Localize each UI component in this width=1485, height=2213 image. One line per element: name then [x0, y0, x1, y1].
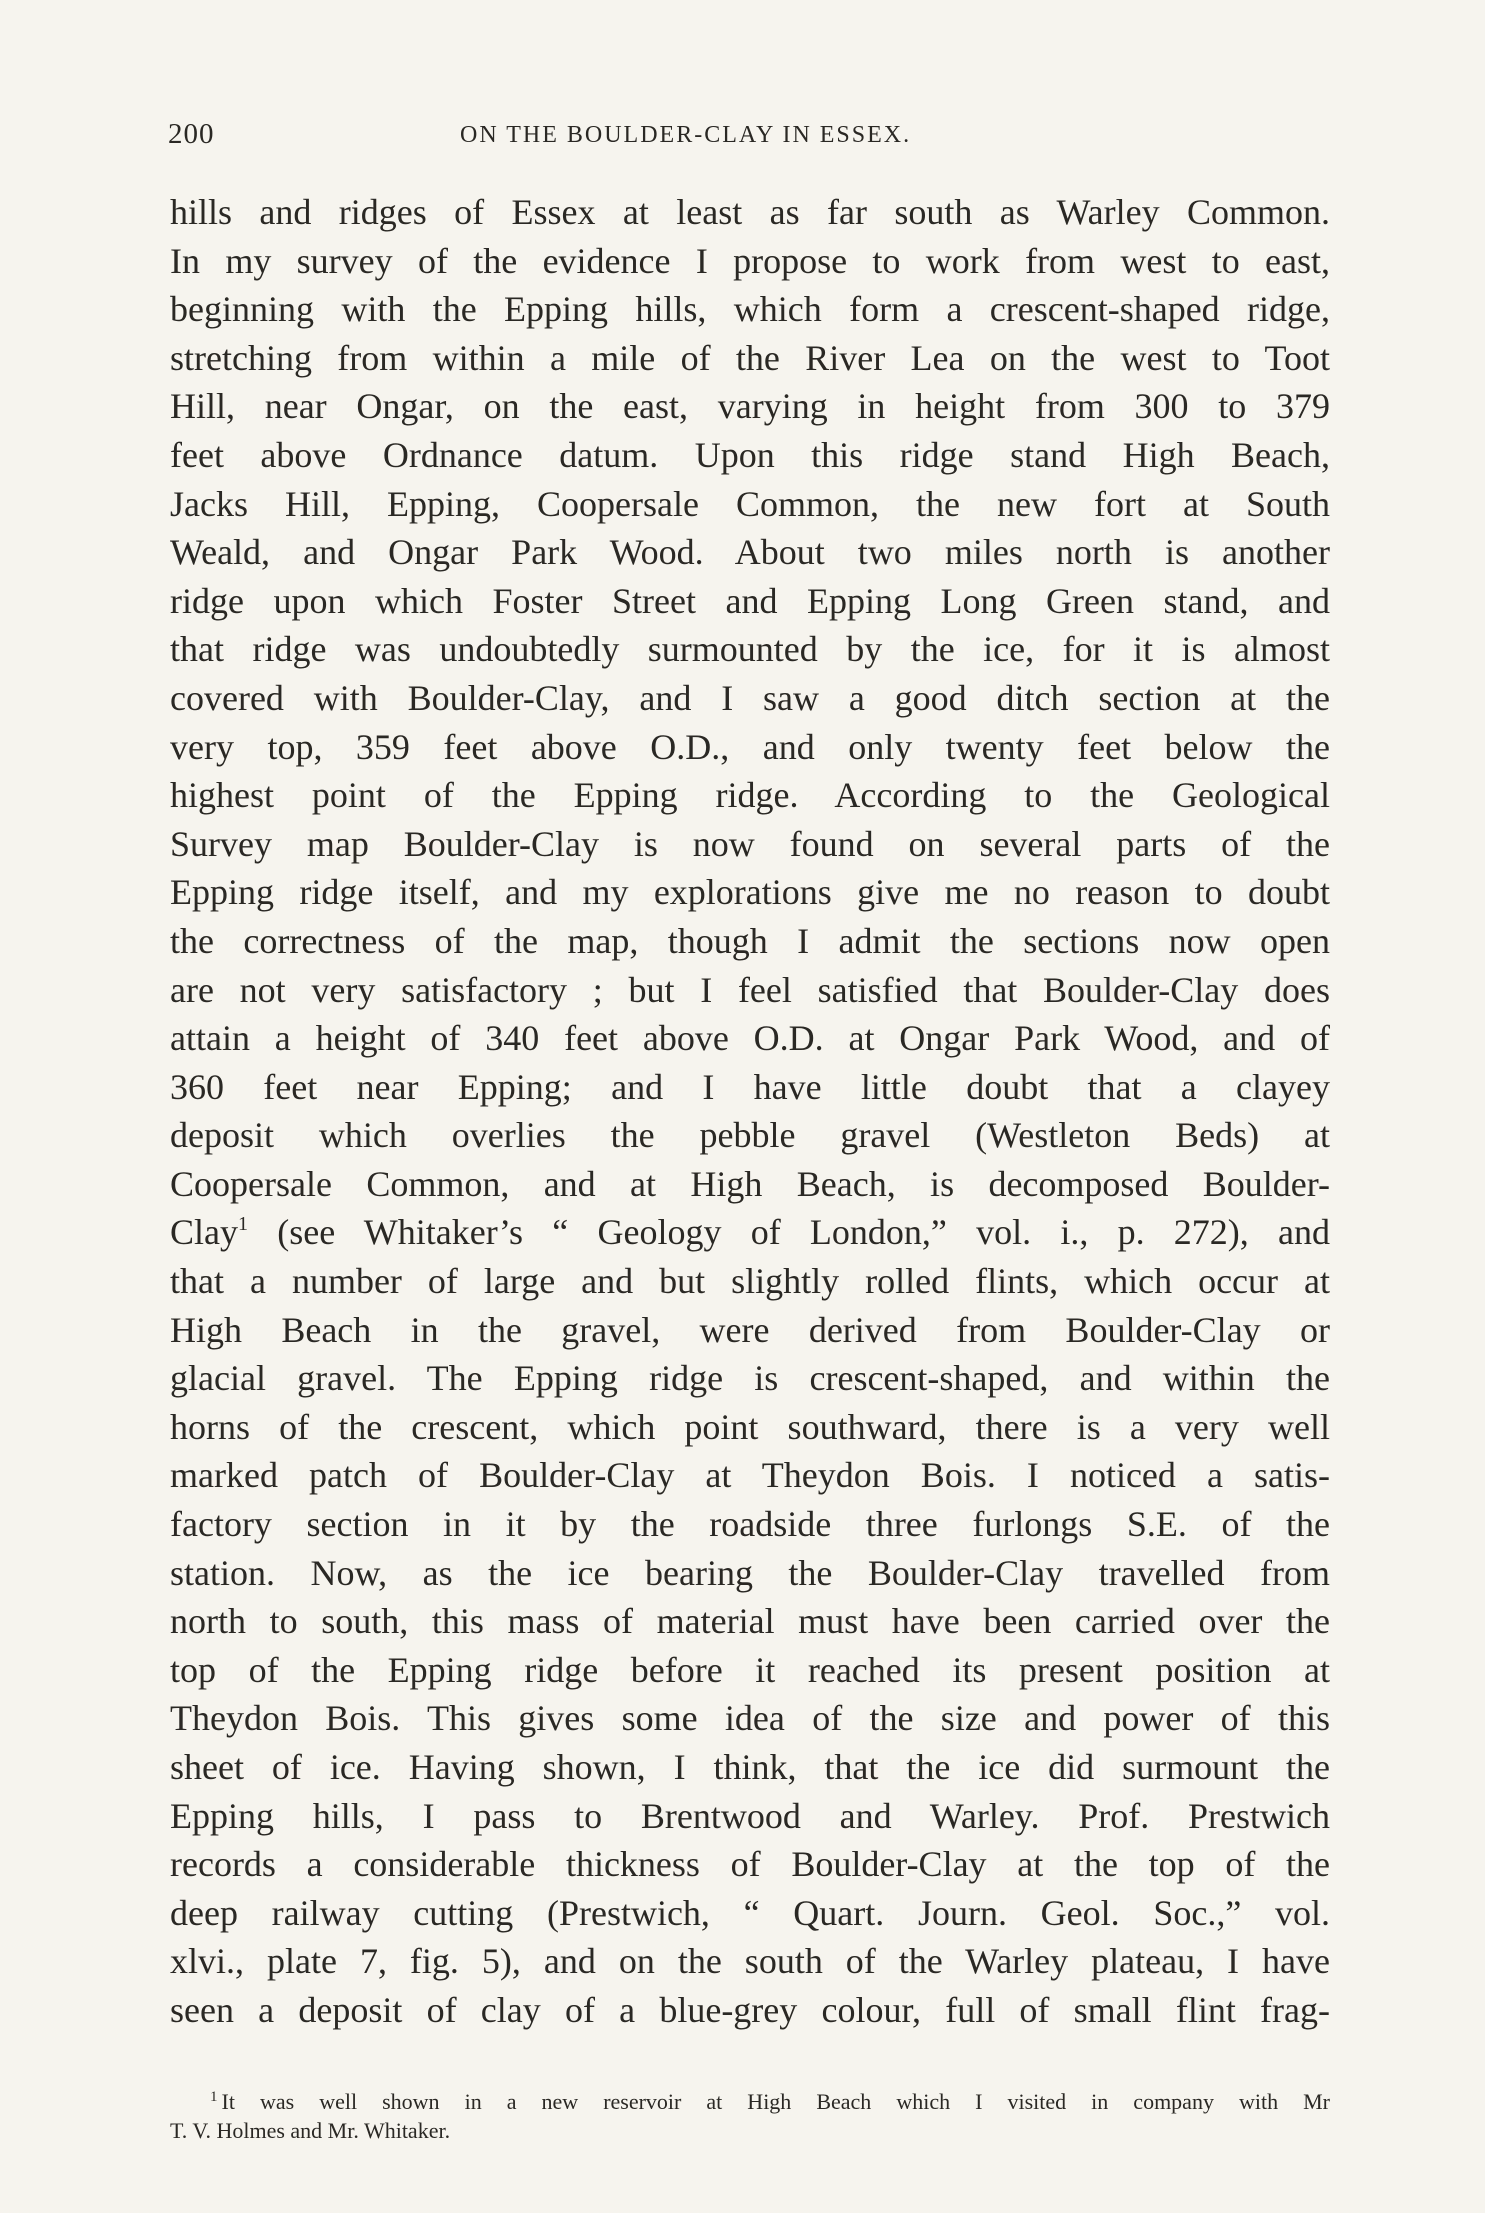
footnote-line: T. V. Holmes and Mr. Whitaker.: [170, 2118, 451, 2143]
footnote-line: [170, 2087, 1330, 2116]
text-line: top of the Epping ridge before it reached its present position at: [170, 1649, 1330, 1690]
text-line: are not very satisfactory ; but I feel satisfied that Boulder-Clay does: [170, 969, 1330, 1010]
text-line: glacial gravel. The Epping ridge is crescent-shaped, and within the: [170, 1358, 1330, 1399]
text-line: deep railway cutting (Prestwich, “ Quart. Journ. Geol. Soc.,” vol.: [170, 1892, 1330, 1933]
text-line: stretching from within a mile of the River Lea on the west to Toot: [170, 337, 1330, 378]
text-line: the correctness of the map, though I admit the sections now open: [170, 920, 1330, 961]
running-title: ON THE BOULDER-CLAY IN ESSEX.: [460, 122, 912, 148]
footnote-reference[interactable]: 1: [238, 1213, 248, 1236]
footnote-text: It was well shown in a new reservoir at High Beach which I visited in company with Mr: [221, 2089, 1330, 2114]
text-line: High Beach in the gravel, were derived from Boulder-Clay or: [170, 1309, 1330, 1350]
footnote-mark: 1: [210, 2089, 218, 2105]
text-line: xlvi., plate 7, fig. 5), and on the south of the Warley plateau, I have: [170, 1941, 1330, 1982]
page-number: 200: [168, 118, 215, 150]
text-line: feet above Ordnance datum. Upon this ridge stand High Beach,: [170, 434, 1330, 475]
text-line: deposit which overlies the pebble gravel (Westleton Beds) at: [170, 1115, 1330, 1156]
text-line: Theydon Bois. This gives some idea of the size and power of this: [170, 1698, 1330, 1739]
text-line: highest point of the Epping ridge. According to the Geological: [170, 775, 1330, 816]
text-line: [170, 1208, 1330, 1257]
text-line: north to south, this mass of material must have been carried over the: [170, 1601, 1330, 1642]
text-line: Hill, near Ongar, on the east, varying in height from 300 to 379: [170, 386, 1330, 427]
text-line: sheet of ice. Having shown, I think, that the ice did surmount the: [170, 1747, 1330, 1787]
text-line: Survey map Boulder-Clay is now found on several parts of the: [170, 823, 1330, 864]
text-line: ridge upon which Foster Street and Epping Long Green stand, and: [170, 580, 1330, 621]
text-line: Epping ridge itself, and my explorations give me no reason to doubt: [170, 872, 1330, 913]
text-line: station. Now, as the ice bearing the Boulder-Clay travelled from: [170, 1552, 1330, 1593]
text-line: Weald, and Ongar Park Wood. About two miles north is another: [170, 532, 1330, 573]
text-line: 360 feet near Epping; and I have little doubt that a clayey: [170, 1066, 1330, 1107]
text-fragment: (see Whitaker’s “ Geology of London,” vol. i., p. 272), and: [248, 1212, 1330, 1253]
text-line: Epping hills, I pass to Brentwood and Warley. Prof. Prestwich: [170, 1795, 1330, 1836]
text-line: attain a height of 340 feet above O.D. at Ongar Park Wood, and of: [170, 1018, 1330, 1059]
text-line: beginning with the Epping hills, which form a crescent-shaped ridge,: [170, 289, 1330, 330]
body-text: [170, 188, 1330, 2035]
text-line: Coopersale Common, and at High Beach, is decomposed Boulder-: [170, 1163, 1330, 1204]
running-head: [168, 118, 1328, 158]
text-fragment: Clay: [170, 1212, 238, 1253]
text-line: Jacks Hill, Epping, Coopersale Common, the new fort at South: [170, 483, 1330, 524]
text-line: that ridge was undoubtedly surmounted by the ice, for it is almost: [170, 629, 1330, 670]
text-line: that a number of large and but slightly rolled flints, which occur at: [170, 1261, 1330, 1302]
text-line: very top, 359 feet above O.D., and only twenty feet below the: [170, 726, 1330, 767]
footnote: [170, 2087, 1330, 2145]
text-line: marked patch of Boulder-Clay at Theydon Bois. I noticed a satis-: [170, 1455, 1330, 1496]
text-line: horns of the crescent, which point southward, there is a very well: [170, 1406, 1330, 1447]
text-line: In my survey of the evidence I propose to work from west to east,: [170, 240, 1330, 281]
text-line: factory section in it by the roadside three furlongs S.E. of the: [170, 1504, 1330, 1545]
text-line: records a considerable thickness of Boulder-Clay at the top of the: [170, 1844, 1330, 1885]
text-line: hills and ridges of Essex at least as far south as Warley Common.: [170, 192, 1330, 232]
text-line: covered with Boulder-Clay, and I saw a good ditch section at the: [170, 677, 1330, 718]
text-line: seen a deposit of clay of a blue-grey colour, full of small flint frag-: [170, 1989, 1330, 2030]
